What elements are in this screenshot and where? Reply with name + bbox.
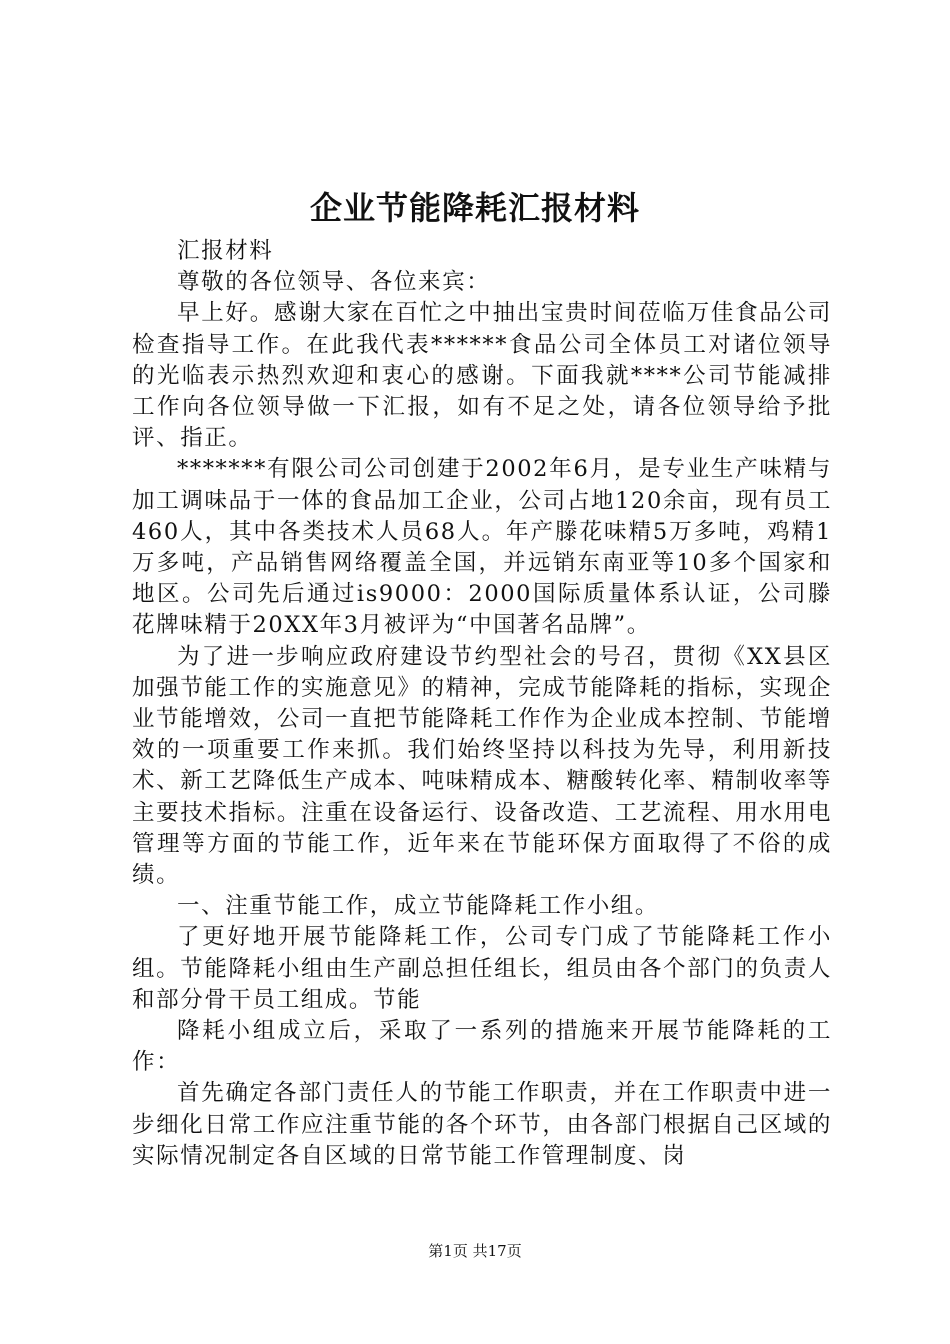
page-footer: 第1页 共17页 — [428, 1242, 522, 1260]
paragraph-responsibilities: 首先确定各部门责任人的节能工作职责，并在工作职责中进一步细化日常工作应注重节能的各个环节，由各部门根据自己区域的实际情况制定各自区域的日常节能工作管理制度、岗 — [132, 1080, 832, 1169]
document-title: 企业节能降耗汇报材料 — [309, 189, 640, 227]
document-body — [132, 236, 832, 1172]
paragraph-salutation: 尊敬的各位领导、各位来宾： — [177, 269, 491, 296]
paragraph-team: 了更好地开展节能降耗工作，公司专门成了节能降耗工作小组。节能降耗小组由生产副总担任组长，组员由各个部门的负责人和部分骨干员工组成。节能 — [132, 924, 832, 1013]
paragraph-measures: 降耗小组成立后，采取了一系列的措施来开展节能降耗的工作： — [132, 1018, 832, 1076]
section-heading-1: 一、注重节能工作，成立节能降耗工作小组。 — [177, 893, 660, 920]
paragraph-policy: 为了进一步响应政府建设节约型社会的号召，贯彻《XX县区加强节能工作的实施意见》的精神，完成节能降耗的指标，实现企业节能增效，公司一直把节能降耗工作作为企业成本控制、节能增效的一项重要工作来抓。我们始终坚持以科技为先导，利用新技术、新工艺降低生产成本、吨味精成本、糖酸转化率、精制收率等主要技术指标。注重在设备运行、设备改造、工艺流程、用水用电管理等方面的节能工作，近年来在节能环保方面取得了不俗的成绩。 — [132, 643, 832, 889]
paragraph-company-intro: *******有限公司公司创建于2002年6月，是专业生产味精与加工调味品于一体的食品加工企业，公司占地120余亩，现有员工460人，其中各类技术人员68人。年产滕花味精5万多吨，鸡精1万多吨，产品销售网络覆盖全国，并远销东南亚等10多个国家和地区。公司先后通过is9000：2000国际质量体系认证，公司滕花牌味精于20XX年3月被评为“中国著名品牌”。 — [132, 456, 832, 639]
paragraph-greeting: 早上好。感谢大家在百忙之中抽出宝贵时间莅临万佳食品公司检查指导工作。在此我代表******食品公司全体员工对诸位领导的光临表示热烈欢迎和衷心的感谢。下面我就****公司节能减排工作向各位领导做一下汇报，如有不足之处，请各位领导给予批评、指正。 — [132, 300, 832, 452]
paragraph-heading-label: 汇报材料 — [177, 238, 274, 264]
